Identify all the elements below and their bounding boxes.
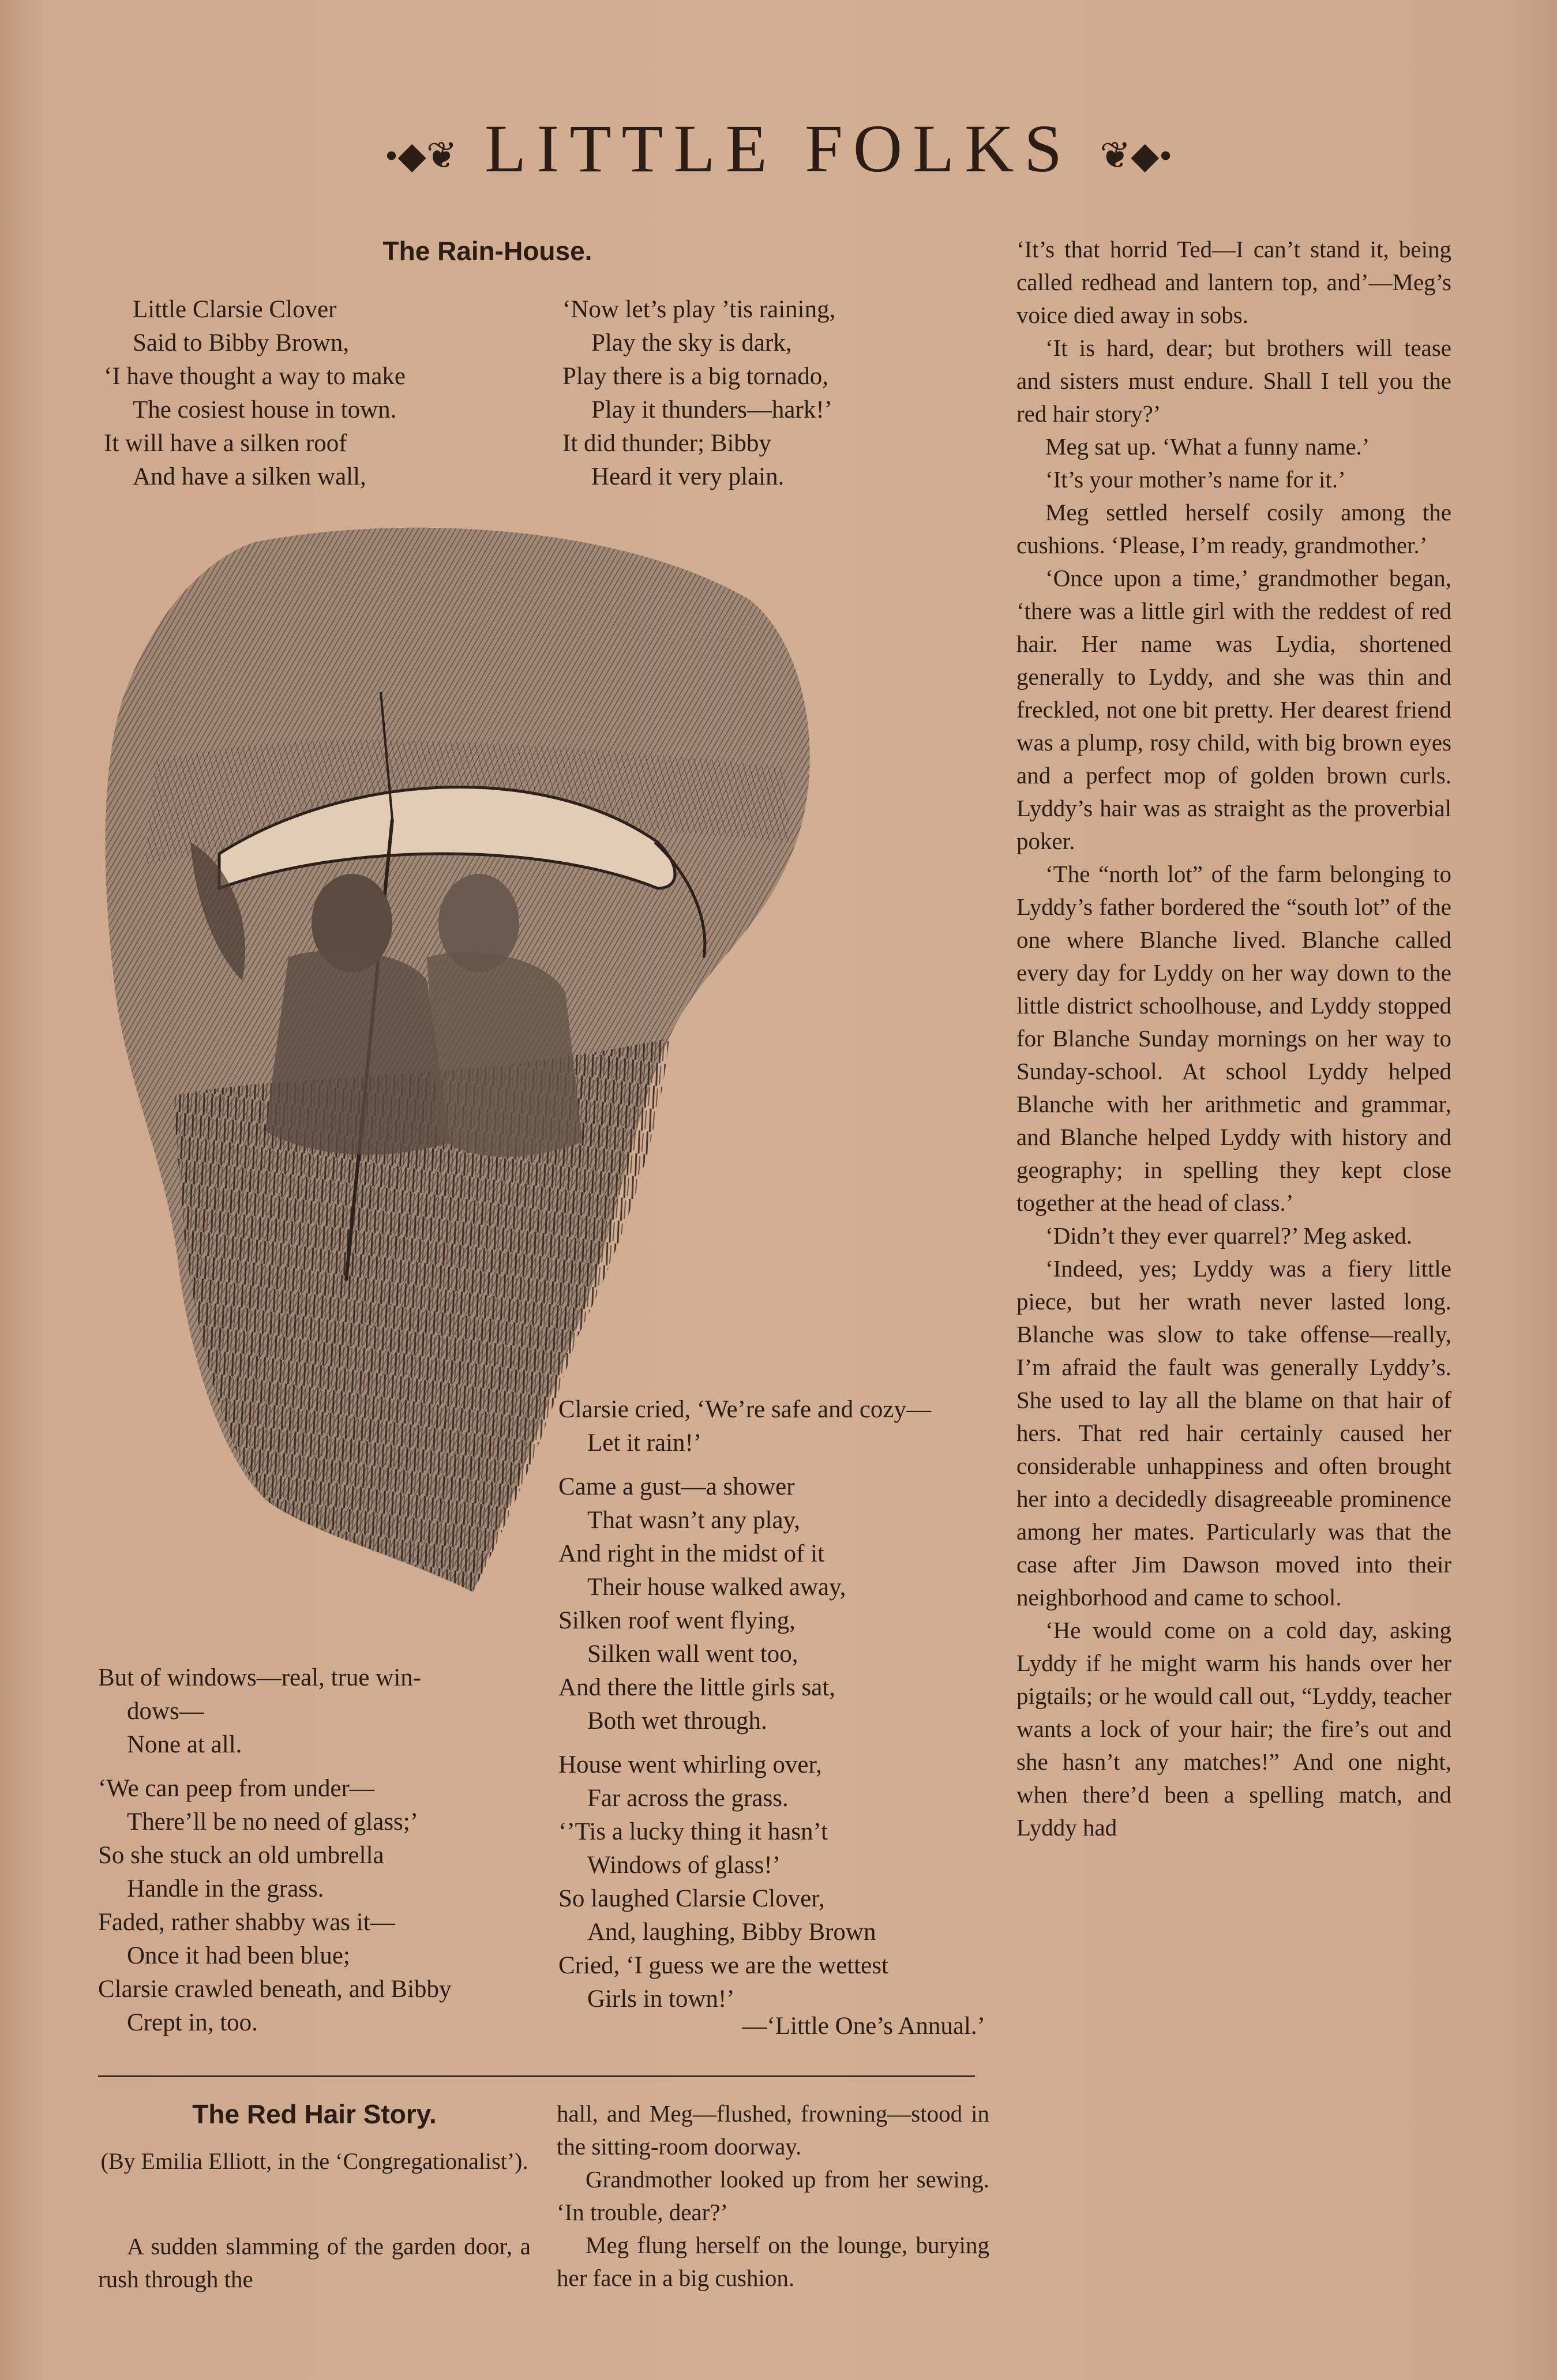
verse-line: dows— bbox=[127, 1698, 204, 1725]
paragraph: Grandmother looked up from her sewing. ‘In trouble, dear?’ bbox=[557, 2166, 989, 2225]
paragraph: ‘Didn’t they ever quarrel?’ Meg asked. bbox=[1045, 1222, 1413, 1249]
verse-line: Their house walked away, bbox=[587, 1574, 846, 1601]
paragraph: ‘He would come on a cold day, asking Lyddy if he might warm his hands over her pigtails; or he would call out, “Lyddy, teacher wants a lock of your hair; the fire’s out and she hasn’t any matches!” And one night, when there’d been a spelling match, and Lyddy had bbox=[1016, 1617, 1451, 1841]
verse-line: That wasn’t any play, bbox=[587, 1507, 800, 1534]
red-hair-col2 bbox=[557, 2097, 989, 2295]
paragraph: ‘It is hard, dear; but brothers will tease and sisters must endure. Shall I tell you the red hair story?’ bbox=[1016, 335, 1451, 427]
verse-line: Clarsie cried, ‘We’re safe and cozy— bbox=[558, 1396, 931, 1423]
paragraph: ‘It’s your mother’s name for it.’ bbox=[1045, 466, 1346, 493]
paragraph: Meg flung herself on the lounge, burying her face in a big cushion. bbox=[557, 2232, 989, 2291]
verse-line: Said to Bibby Brown, bbox=[133, 329, 350, 356]
paragraph: ‘It’s that horrid Ted—I can’t stand it, being called redhead and lantern top, and’—Meg’s voice died away in sobs. bbox=[1016, 236, 1451, 328]
verse-line: Silken wall went too, bbox=[587, 1641, 798, 1668]
rain-house-stanza-1 bbox=[104, 293, 554, 494]
masthead-title: LITTLE FOLKS bbox=[485, 111, 1072, 186]
verse-line: And have a silken wall, bbox=[133, 463, 366, 490]
rain-house-stanza-2 bbox=[562, 293, 1001, 494]
verse-line: Silken roof went flying, bbox=[558, 1607, 796, 1634]
verse-line: Windows of glass!’ bbox=[587, 1852, 781, 1879]
verse-line: Handle in the grass. bbox=[127, 1875, 324, 1902]
rain-house-stanza-4 bbox=[558, 1393, 1020, 2016]
ornament-left-icon: •◆❦ bbox=[385, 134, 457, 176]
verse-line: ‘Now let’s play ’tis raining, bbox=[562, 296, 836, 323]
paragraph: ‘Once upon a time,’ grandmother began, ‘there was a little girl with the reddest of red hair. Her name was Lydia, shortened generally to Lyddy, and she was thin and freckled, not one bit pretty. Her dearest friend was a plump, rosy child, with big brown eyes and a perfect mop of golden brown curls. Lyddy’s hair was as straight as the proverbial poker. bbox=[1016, 565, 1451, 854]
verse-line: It did thunder; Bibby bbox=[562, 430, 771, 457]
verse-line: There’ll be no need of glass;’ bbox=[127, 1808, 419, 1835]
poem-attribution: —‘Little One’s Annual.’ bbox=[742, 2013, 985, 2040]
verse-line: Play there is a big tornado, bbox=[562, 363, 828, 390]
paragraph: Meg settled herself cosily among the cushions. ‘Please, I’m ready, grandmother.’ bbox=[1016, 499, 1451, 558]
masthead bbox=[0, 110, 1557, 188]
verse-line: Clarsie crawled beneath, and Bibby bbox=[98, 1976, 452, 2003]
verse-line: ‘’Tis a lucky thing it hasn’t bbox=[558, 1818, 828, 1845]
paragraph: ‘The “north lot” of the farm belonging to Lyddy’s father bordered the “south lot” of the one where Blanche lived. Blanche called every day for Lyddy on her way down to the little district schoolhouse, and Lyddy stopped for Blanche Sunday mornings on her way to Sunday-school. At school Lyddy helped Blanche with her arithmetic and grammar, and Blanche helped Lyddy with history and geography; in spelling they kept close together at the head of class.’ bbox=[1016, 861, 1451, 1216]
verse-line: So she stuck an old umbrella bbox=[98, 1842, 384, 1869]
paragraph: hall, and Meg—flushed, frowning—stood in the sitting-room doorway. bbox=[557, 2100, 989, 2160]
verse-line: The cosiest house in town. bbox=[133, 396, 397, 423]
verse-line: House went whirling over, bbox=[558, 1751, 822, 1778]
paragraph: ‘Indeed, yes; Lyddy was a fiery little piece, but her wrath never lasted long. Blanche was slow to take offense—really, I’m afraid the fault was generally Lyddy’s. She used to lay all the blame on that hair of hers. That red hair certainly caused her considerable unhappiness and often brought her into a decidedly disagreeable prominence among her mates. Particularly was that the case after Jim Dawson moved into their neighborhood and came to school. bbox=[1016, 1255, 1451, 1611]
verse-line: Cried, ‘I guess we are the wettest bbox=[558, 1952, 888, 1979]
verse-line: Once it had been blue; bbox=[127, 1942, 350, 1969]
red-hair-title: The Red Hair Story. bbox=[192, 2099, 437, 2129]
verse-line: And, laughing, Bibby Brown bbox=[587, 1919, 876, 1946]
verse-line: ‘We can peep from under— bbox=[98, 1775, 374, 1802]
verse-line: Heard it very plain. bbox=[591, 463, 785, 490]
rain-house-stanza-3 bbox=[98, 1661, 560, 2040]
verse-line: Crept in, too. bbox=[127, 2009, 258, 2036]
section-divider bbox=[98, 2075, 975, 2077]
paragraph: Meg sat up. ‘What a funny name.’ bbox=[1045, 433, 1370, 460]
verse-line: And right in the midst of it bbox=[558, 1540, 825, 1567]
paragraph: A sudden slamming of the garden door, a rush through the bbox=[98, 2233, 531, 2292]
verse-line: None at all. bbox=[127, 1731, 242, 1758]
rain-house-title: The Rain-House. bbox=[382, 236, 592, 266]
verse-line: ‘I have thought a way to make bbox=[104, 363, 406, 390]
verse-line: Both wet through. bbox=[587, 1707, 767, 1735]
verse-line: Faded, rather shabby was it— bbox=[98, 1909, 395, 1936]
verse-line: It will have a silken roof bbox=[104, 430, 347, 457]
verse-line: Little Clarsie Clover bbox=[133, 296, 337, 323]
verse-line: Let it rain!’ bbox=[587, 1429, 702, 1456]
verse-line: Play it thunders—hark!’ bbox=[591, 396, 832, 423]
verse-line: Far across the grass. bbox=[587, 1785, 789, 1812]
verse-line: Girls in town!’ bbox=[587, 1985, 735, 2013]
red-hair-col3 bbox=[1016, 233, 1451, 1844]
verse-line: And there the little girls sat, bbox=[558, 1674, 836, 1701]
verse-line: Came a gust—a shower bbox=[558, 1473, 795, 1500]
verse-line: So laughed Clarsie Clover, bbox=[558, 1885, 825, 1912]
ornament-right-icon: ❦◆• bbox=[1100, 134, 1172, 176]
verse-line: Play the sky is dark, bbox=[591, 329, 792, 356]
red-hair-byline: (By Emilia Elliott, in the ‘Congregationalist’). bbox=[100, 2148, 528, 2174]
red-hair-col1 bbox=[98, 2230, 531, 2296]
verse-line: But of windows—real, true win- bbox=[98, 1664, 422, 1691]
